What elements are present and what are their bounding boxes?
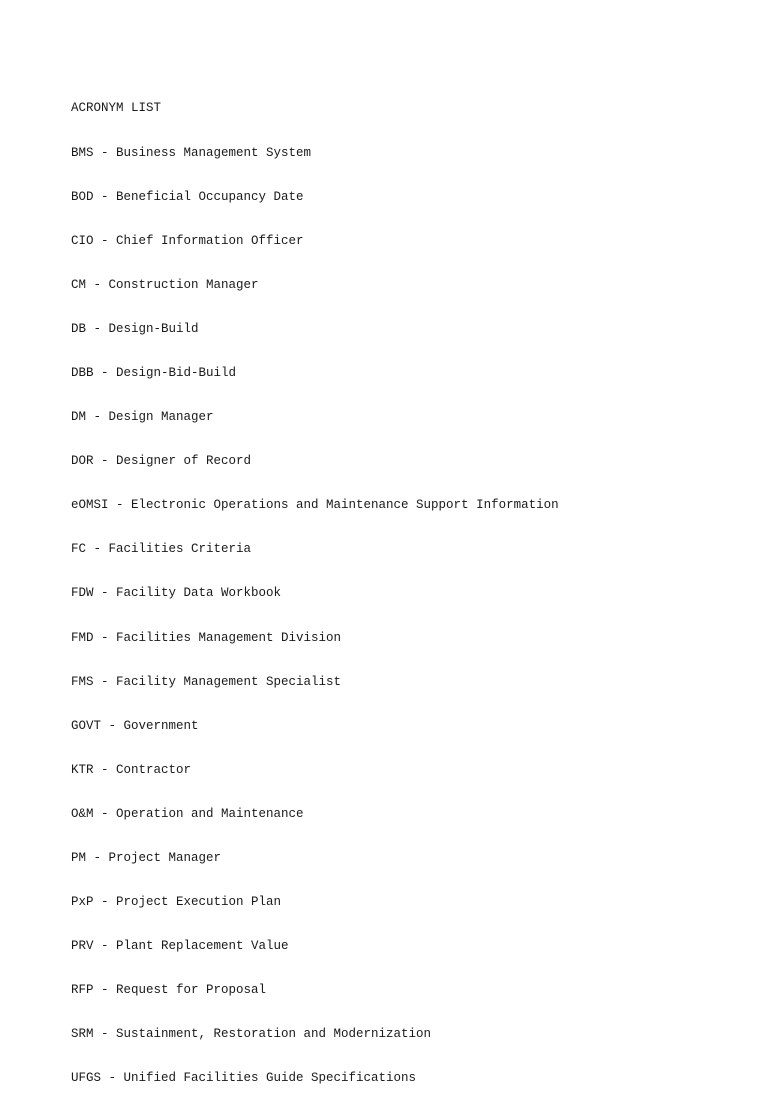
acronym-entry: DOR - Designer of Record: [71, 454, 252, 469]
acronym-entry: BMS - Business Management System: [71, 145, 312, 160]
acronym-entry: FC - Facilities Criteria: [71, 542, 252, 557]
acronym-entry: CIO - Chief Information Officer: [71, 233, 304, 248]
acronym-entry: eOMSI - Electronic Operations and Maintenance Support Information: [71, 498, 559, 513]
acronym-entry: PxP - Project Execution Plan: [71, 895, 282, 910]
acronym-entry: FMD - Facilities Management Division: [71, 630, 342, 645]
acronym-entry: DBB - Design-Bid-Build: [71, 365, 237, 380]
acronym-entry: DB - Design-Build: [71, 321, 199, 336]
document-title: ACRONYM LIST: [71, 101, 162, 116]
acronym-entry: FDW - Facility Data Workbook: [71, 586, 282, 601]
acronym-entry: CM - Construction Manager: [71, 277, 259, 292]
acronym-entry: UFGS - Unified Facilities Guide Specifications: [71, 1071, 417, 1086]
acronym-entry: PRV - Plant Replacement Value: [71, 939, 289, 954]
acronym-entry: FMS - Facility Management Specialist: [71, 674, 342, 689]
acronym-entry: PM - Project Manager: [71, 851, 222, 865]
acronym-entry: GOVT - Government: [71, 718, 199, 733]
acronym-entry: RFP - Request for Proposal: [71, 983, 267, 998]
acronym-entry: BOD - Beneficial Occupancy Date: [71, 189, 304, 204]
acronym-entry: O&M - Operation and Maintenance: [71, 806, 304, 821]
acronym-entry: SRM - Sustainment, Restoration and Modernization: [71, 1027, 432, 1042]
acronym-entry: DM - Design Manager: [71, 410, 214, 425]
acronym-entry: KTR - Contractor: [71, 762, 192, 777]
acronym-list: [71, 72, 559, 1116]
